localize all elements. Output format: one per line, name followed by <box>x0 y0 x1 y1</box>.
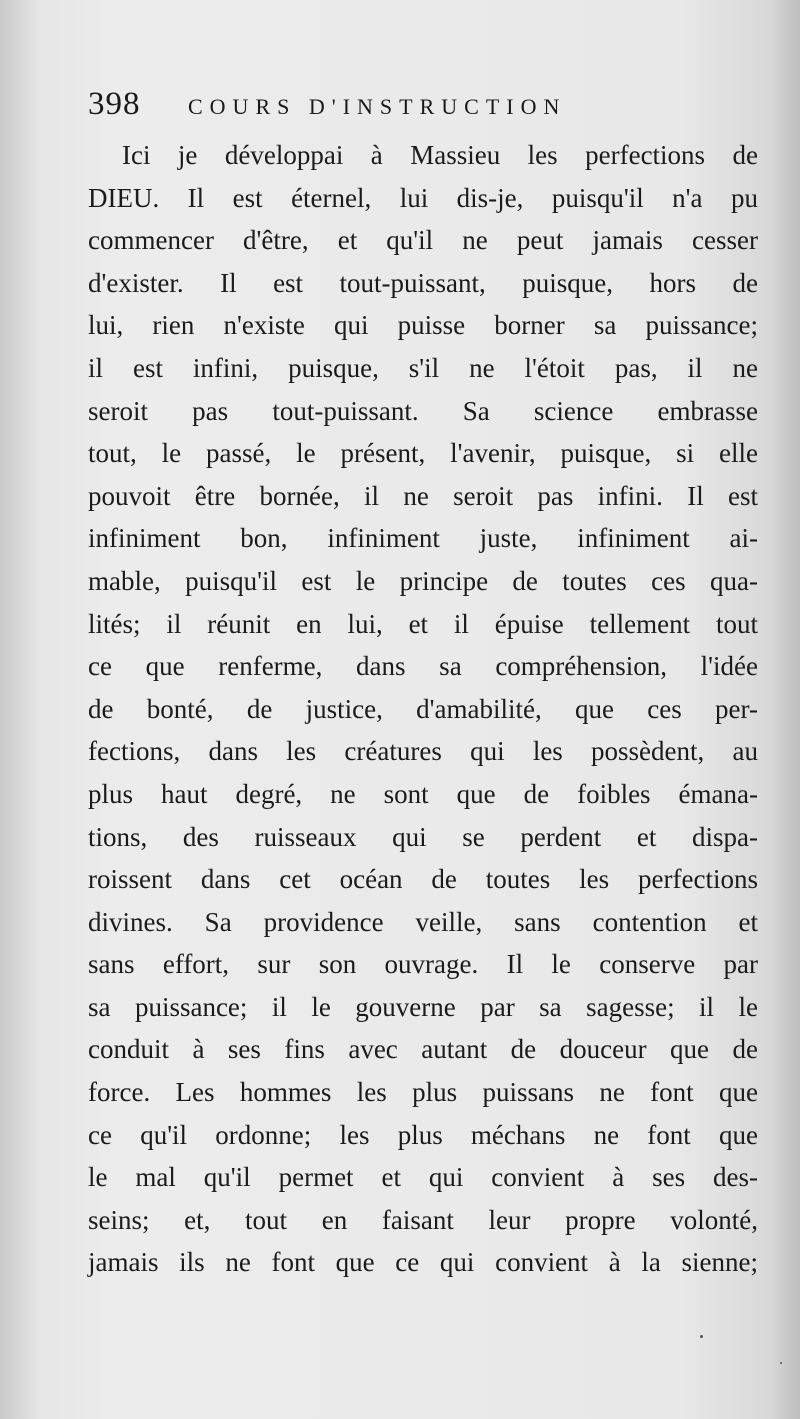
text-line: lui, rien n'existe qui puisse borner sa puissance; <box>88 310 758 341</box>
text-line: ce que renferme, dans sa compréhension, l'idée <box>88 651 758 682</box>
text-line: lités; il réunit en lui, et il épuise tellement tout <box>88 608 758 639</box>
text-line: sa puissance; il le gouverne par sa sagesse; il le <box>88 991 758 1022</box>
body-text <box>88 134 758 1284</box>
text-line: mable, puisqu'il est le principe de toutes ces qua- <box>88 565 758 596</box>
text-line: tout, le passé, le présent, l'avenir, puisque, si elle <box>88 438 758 469</box>
text-line: plus haut degré, ne sont que de foibles émana- <box>88 778 758 809</box>
page-header <box>88 86 768 126</box>
text-line: conduit à ses fins avec autant de douceur que de <box>88 1034 758 1065</box>
text-line: le mal qu'il permet et qui convient à ses des- <box>88 1162 758 1193</box>
text-line: commencer d'être, et qu'il ne peut jamais cesser <box>88 225 758 256</box>
text-line: jamais ils ne font que ce qui convient à la sienne; <box>88 1247 758 1278</box>
text-line: d'exister. Il est tout-puissant, puisque, hors de <box>88 267 758 298</box>
text-line: infiniment bon, infiniment juste, infiniment ai- <box>88 523 758 554</box>
text-line: force. Les hommes les plus puissans ne font que <box>88 1077 758 1108</box>
text-line: il est infini, puisque, s'il ne l'étoit pas, il ne <box>88 352 758 383</box>
text-line: pouvoit être bornée, il ne seroit pas infini. Il est <box>88 480 758 511</box>
text-line: seins; et, tout en faisant leur propre volonté, <box>88 1204 758 1235</box>
page-number: 398 <box>88 86 141 122</box>
text-line: divines. Sa providence veille, sans contention et <box>88 906 758 937</box>
text-line: ce qu'il ordonne; les plus méchans ne font que <box>88 1119 758 1150</box>
paper-speck <box>780 1362 782 1364</box>
text-line: tions, des ruisseaux qui se perdent et dispa- <box>88 821 758 852</box>
text-line: de bonté, de justice, d'amabilité, que ces per- <box>88 693 758 724</box>
text-line: roissent dans cet océan de toutes les perfections <box>88 864 758 895</box>
text-line: Ici je développai à Massieu les perfections de <box>122 140 758 170</box>
running-head: COURS D'INSTRUCTION <box>188 94 567 119</box>
text-line: fections, dans les créatures qui les possèdent, au <box>88 736 758 767</box>
text-line: seroit pas tout-puissant. Sa science embrasse <box>88 395 758 426</box>
text-line: sans effort, sur son ouvrage. Il le conserve par <box>88 949 758 980</box>
text-line: DIEU. Il est éternel, lui dis-je, puisqu'il n'a pu <box>88 182 758 213</box>
paper-speck <box>700 1335 703 1338</box>
